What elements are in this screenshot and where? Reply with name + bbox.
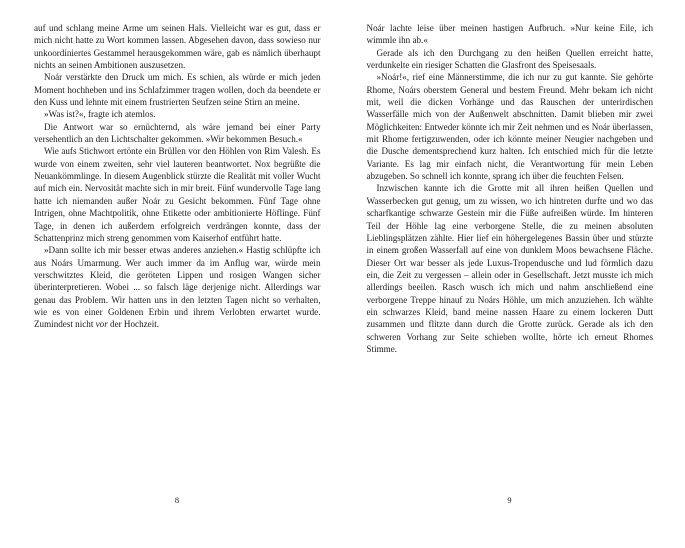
paragraph: Noár lachte leise über meinen hastigen Aufbruch. »Nur keine Eile, ich wimmle ihn ab.«	[366, 23, 653, 46]
page-number-right: 9	[507, 496, 512, 505]
page-right-body	[367, 22, 654, 355]
paragraph: Noár verstärkte den Druck um mich. Es schien, als würde er mich jeden Moment hochheben und ins Schlafzimmer tragen wollen, doch da beendete er den Kuss und lehnte mit einem frustrierten Seufzen seine Stirn an meine.	[34, 72, 321, 108]
page-number-left: 8	[174, 496, 180, 505]
paragraph: »Dann sollte ich mir besser etwas anderes anziehen.« Hastig schlüpfte ich aus Noárs Umarmung. Wer auch immer da im Anflug war, würde mein verschwitztes Kleid, die geröteten Lippen und rosigen Wangen sicher überinterpretieren. Wobei ... so falsch läge derjenige nicht. Allerdings war genau das Problem. Wir hatten uns in den letzten Tagen nicht so verhalten, wie es von einer Goldenen Erbin und ihrem Verlobten erwartet wurde. Zumindest nicht vor der Hochzeit.	[34, 245, 321, 330]
page-right	[343, 0, 685, 548]
paragraph: Wie aufs Stichwort ertönte ein Brüllen vor den Höhlen von Rim Valesh. Es wurde von einem zweiten, sehr viel lauteren beantwortet. Nox begrüßte die Neuankömmlinge. In diesem Augenblick stürzte die Realität mit voller Wucht auf mich ein. Nervosität machte sich in mir breit. Fünf wundervolle Tage lang hatte ich niemanden außer Noár zu Gesicht bekommen. Fünf Tage ohne Intrigen, ohne Machtpolitik, ohne Etikette oder ambitionierte Höflinge. Fünf Tage, in denen ich außerdem erfolgreich verdrängen konnte, dass der Schattenprinz mich streng genommen vom Kaiserhof entführt hatte.	[34, 146, 321, 243]
page-left-body	[34, 22, 321, 331]
paragraph: Inzwischen kannte ich die Grotte mit all ihren heißen Quellen und Wasserbecken gut genug, um zu wissen, wo ich hintreten durfte und wo das scharfkantige schwarze Gestein mir die Füße aufreißen würde. Im hinteren Teil der Höhle lag eine verborgene Stelle, die zu meinen absoluten Lieblingsplätzen zählte. Hier lief ein höhergelegenes Bassin über und stürzte in einem großen Wasserfall auf eine von dunklem Moos bewachsene Fläche. Dieser Ort war besser als jede Luxus-Tropendusche und lud förmlich dazu ein, die Zeit zu vergessen – allein oder in Gesellschaft. Jetzt musste ich mich allerdings beeilen. Rasch wusch ich mich und nahm anschließend eine verborgene Treppe hinauf zu Noárs Höhle, um mich anzuziehen. Ich wählte ein schwarzes Kleid, band meine nassen Haare zu einem lockeren Dutt zusammen und flitzte dann durch die Grotte zurück. Gerade als ich den schweren Vorhang zur Seite schieben wollte, hörte ich erneut Rhomes Stimme.	[366, 183, 653, 354]
paragraph: Die Antwort war so ernüchternd, als wäre jemand bei einer Party versehentlich an den Lichtschalter gekommen. »Wir bekommen Besuch.«	[34, 121, 321, 145]
paragraph: Gerade als ich den Durchgang zu den heißen Quellen erreicht hatte, verdunkelte ein riesiger Schatten die Glasfront des Speisesaals.	[366, 47, 653, 71]
paragraph: »Noár!«, rief eine Männerstimme, die ich nur zu gut kannte. Sie gehörte Rhome, Noárs oberstem General und bestem Freund. Mehr bekam ich nicht mit, weil die dicken Vorhänge und das Rauschen der unterirdischen Wasserfälle mich von der Außenwelt abschnitten. Damit blieben mir zwei Möglichkeiten: Entweder könnte ich mir Zeit nehmen und es Noár überlassen, mit Rhome fertigzuwenden, oder ich könnte meiner Neugier nachgeben und die Dusche dementsprechend kurz halten. Ich entschied mich für die letzte Variante. Es lag mir einfach nicht, die Verantwortung für mein Leben abzugeben. So schnell ich konnte, sprang ich über die feuchten Felsen.	[366, 72, 653, 182]
paragraph: auf und schlang meine Arme um seinen Hals. Vielleicht war es gut, dass er mich nicht hatte zu Wort kommen lassen. Abgesehen davon, dass sowieso nur unkoordiniertes Gestammel herausgekommen wäre, gab es nämlich überhaupt nichts an seinen Ambitionen auszusetzen.	[34, 23, 321, 71]
paragraph: »Was ist?«, fragte ich atemlos.	[44, 109, 156, 120]
